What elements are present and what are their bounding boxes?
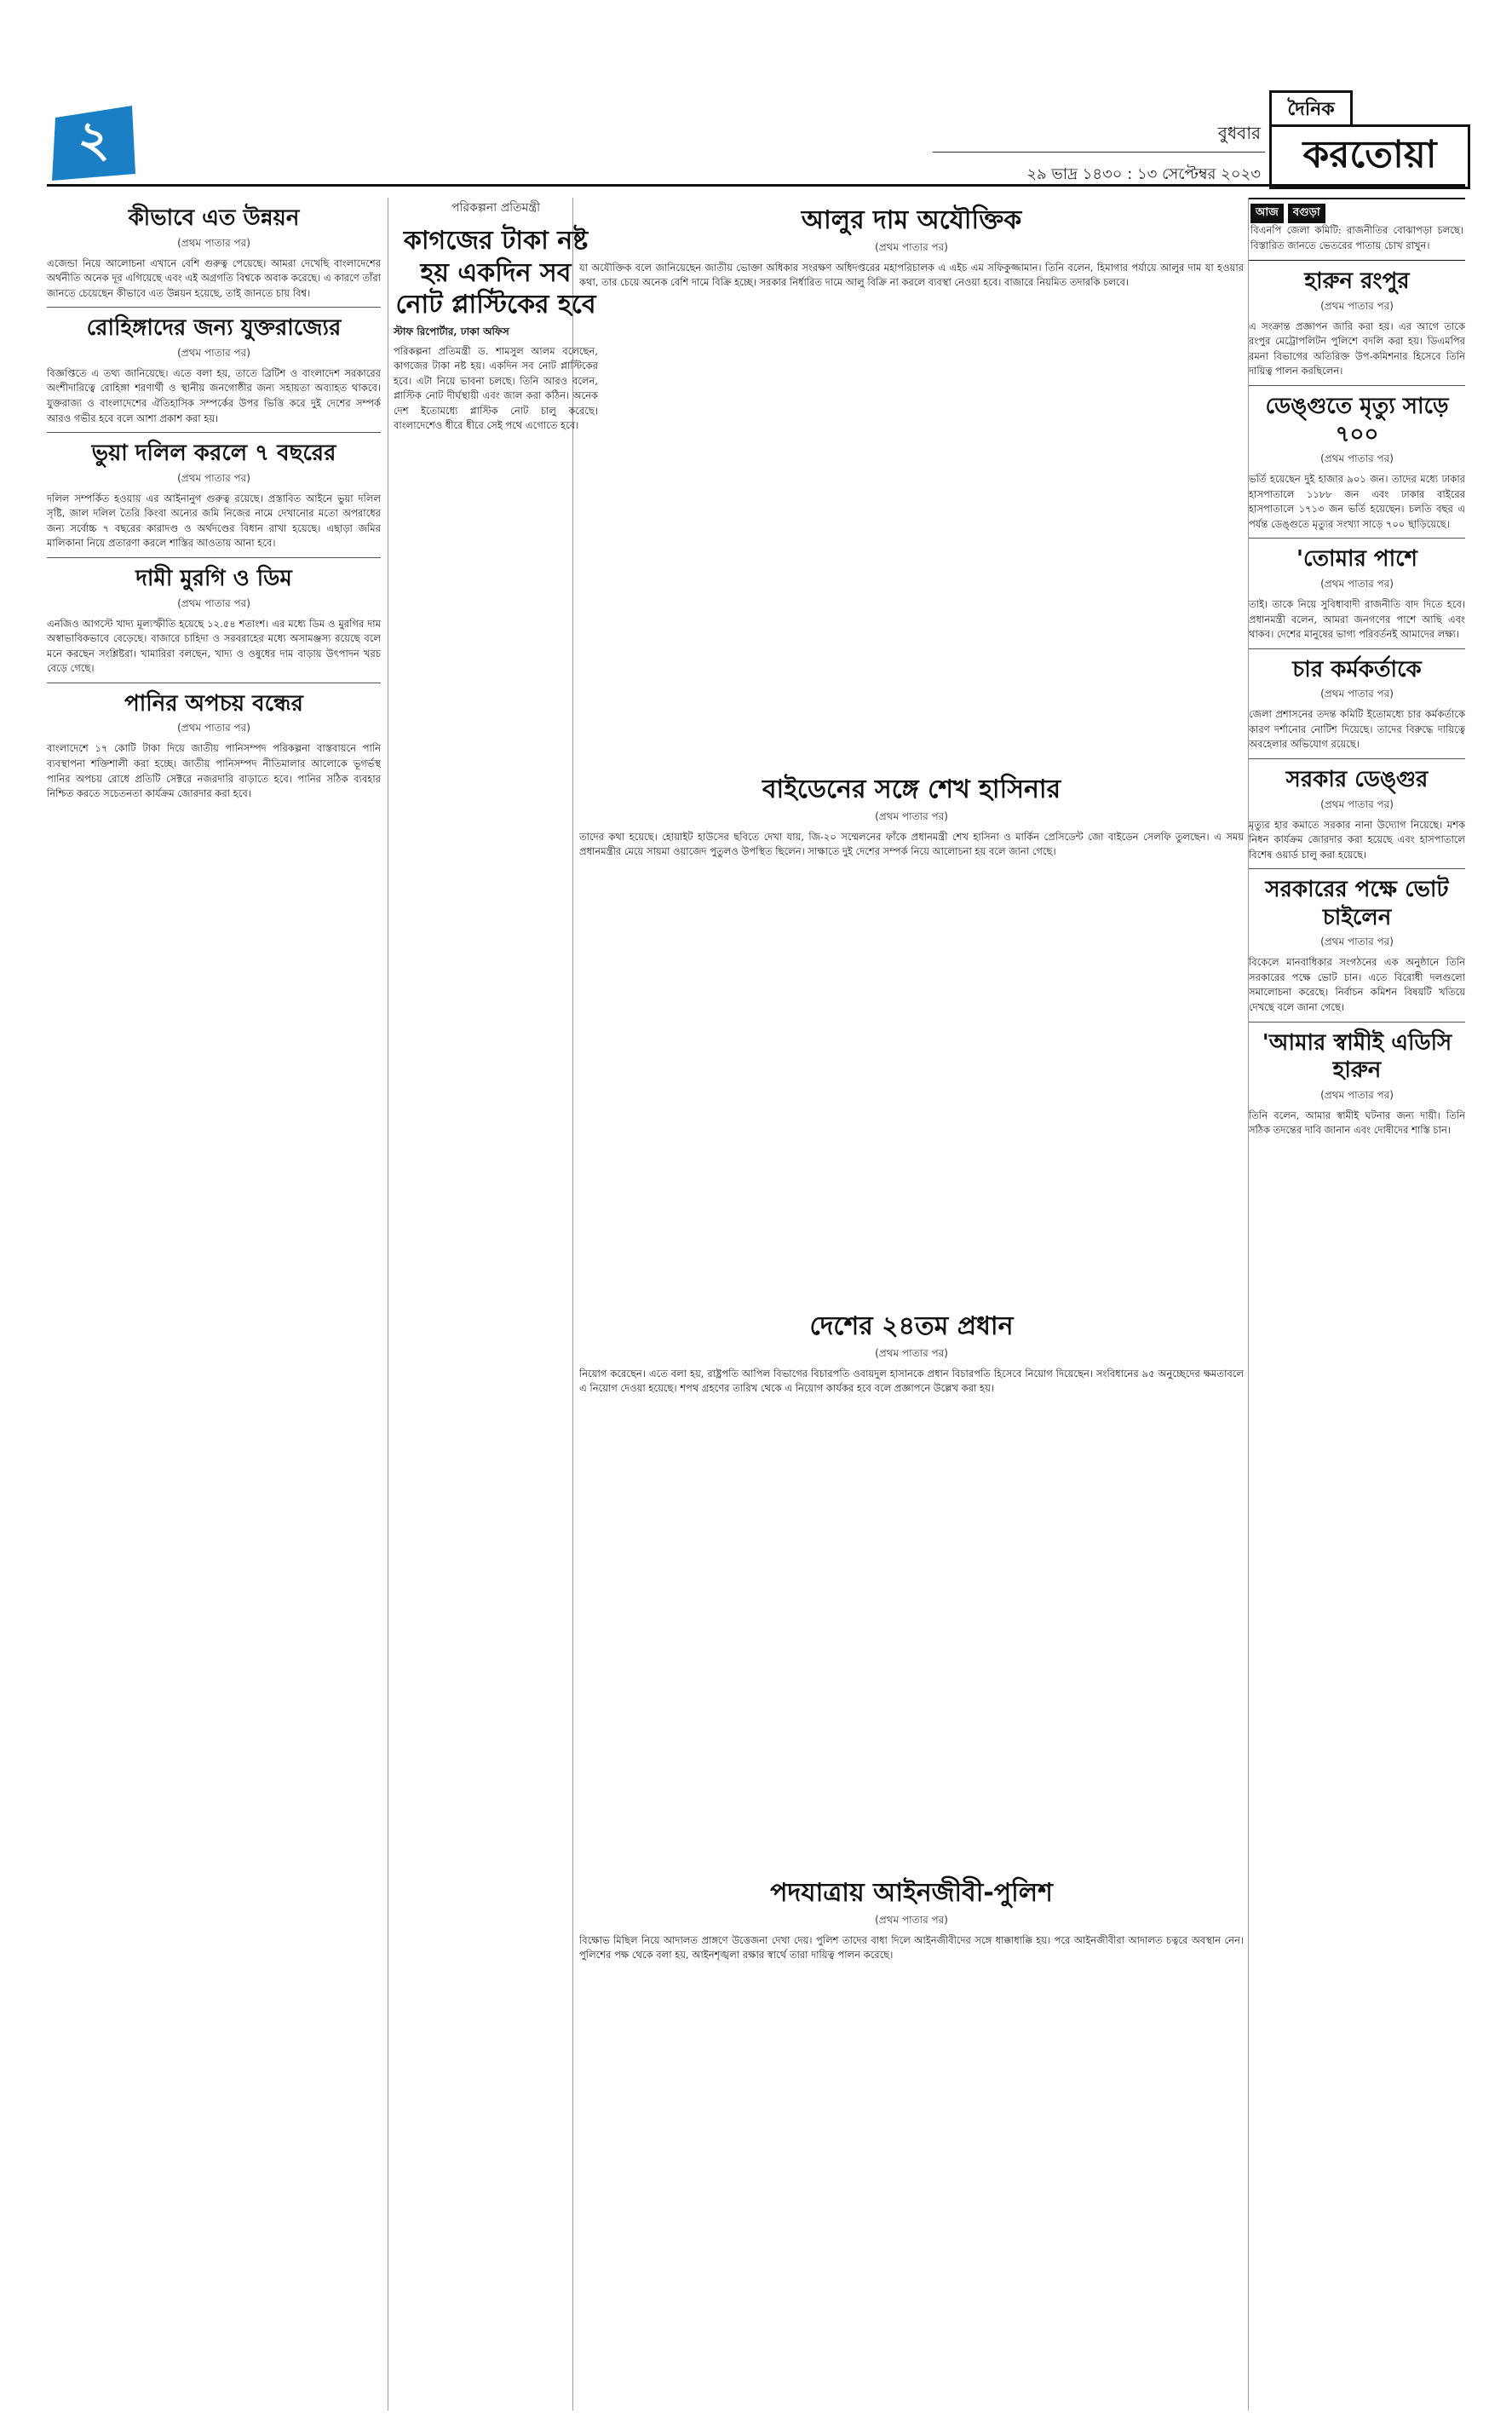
page-number: ২ — [78, 109, 110, 168]
article-biden — [579, 767, 1244, 863]
article-text: দলিল সম্পর্কিত হওয়ায় এর আইনানুগ গুরুত্ব রয়েছে। প্রস্তাবিত আইনে ভুয়া দলিল সৃষ্টি, জাল দলিল তৈরি কিংবা অন্যের জমি নিজের নামে দেখানোর মতো অপরাধের জন্য সর্বোচ্চ ৭ বছরের কারাদণ্ড ও অর্থদণ্ডের বিধান রাখা হয়েছে। এছাড়া জমির মালিকানা নিয়ে প্রতারণা করলে শাস্তির আওতায় আনা হবে। — [47, 492, 381, 550]
continued-note: (প্রথম পাতার পর) — [177, 346, 250, 359]
article-poultry — [47, 565, 381, 677]
byline: স্টাফ রিপোর্টার, ঢাকা অফিস — [394, 325, 509, 337]
continued-note: (প্রথম পাতার পর) — [875, 1913, 948, 1926]
headline: রোহিঙ্গাদের জন্য যুক্তরাজ্যের — [86, 315, 342, 342]
continued-note: (প্রথম পাতার পর) — [1320, 936, 1394, 948]
headline: বাইডেনের সঙ্গে শেখ হাসিনার — [762, 775, 1061, 804]
continued-note: (প্রথম পাতার পর) — [177, 722, 250, 734]
article-text: এ সংক্রান্ত প্রজ্ঞাপন জারি করা হয়। এর আগে তাকে রংপুর মেট্রোপলিটন পুলিশে বদলি করা হয়। ডিএমপির রমনা বিভাগের অতিরিক্ত উপ-কমিশনার হিসেবে তিনি দায়িত্ব পালন করছিলেন। — [1249, 320, 1465, 377]
article-land-deed — [47, 440, 381, 551]
headline: ভুয়া দলিল করলে ৭ বছরের — [91, 441, 336, 467]
continued-note: (প্রথম পাতার পর) — [1320, 452, 1394, 465]
article-text: বিকেলে মানবাধিকার সংগঠনের এক অনুষ্ঠানে তিনি সরকারের পক্ষে ভোট চান। এতে বিরোধী দলগুলো সমালোচনা করেছে। নির্বাচন কমিশন বিষয়টি খতিয়ে দেখছে বলে জানা গেছে। — [1249, 956, 1465, 1014]
newspaper-logo — [1269, 90, 1465, 184]
bogura-tag: বগুড়া — [1288, 204, 1325, 223]
article-dengue-death — [1249, 393, 1465, 532]
headline: দামী মুরগি ও ডিম — [135, 566, 292, 592]
article-text: বিজ্ঞপ্তিতে এ তথ্য জানিয়েছে। এতে বলা হয়, তাতে ব্রিটিশ ও বাংলাদেশ সরকারের অংশীদারিত্বে রোহিঙ্গা শরণার্থী ও স্থানীয় জনগোষ্ঠীর জন্য সহায়তা অব্যাহত থাকবে। যুক্তরাজ্য ও বাংলাদেশের ঐতিহাসিক সম্পর্কের উপর ভিত্তি করে দুই দেশের সম্পর্ক আরও গভীর হবে বলে আশা প্রকাশ করা হয়। — [47, 366, 381, 424]
headline: সরকার ডেঙ্গুর — [1285, 767, 1429, 792]
continued-note: (প্রথম পাতার পর) — [177, 471, 250, 484]
continued-note: (প্রথম পাতার পর) — [875, 1346, 948, 1359]
article-your-side — [1249, 545, 1465, 642]
headline: সরকারের পক্ষে ভোট চাইলেন — [1265, 877, 1449, 930]
headline: পানির অপচয় বন্ধের — [124, 690, 303, 717]
article-text: বাংলাদেশে ১৭ কোটি টাকা দিয়ে জাতীয় পানিসম্পদ পরিকল্পনা বাস্তবায়নে পানি ব্যবস্থাপনা শক্তিশালী করা হচ্ছে। জাতীয় পানিসম্পদ নীতিমালার আলোকে ভূগর্ভস্থ পানির অপচয় রোধে প্রতিটি সেক্টরে নজরদারি বাড়াতে হবে। পানির সঠিক ব্যবহার নিশ্চিত করতে সচেতনতা কার্যক্রম জোরদার করা হবে। — [47, 742, 381, 800]
article-lawyers — [579, 1870, 1244, 1967]
article-text: তাই। তাকে নিয়ে সুবিধাবাদী রাজনীতি বাদ দিতে হবে। প্রধানমন্ত্রী বলেন, আমরা জনগণের পাশে আছি এবং থাকব। দেশের মানুষের ভাগ্য পরিবর্তনই আমাদের লক্ষ্য। — [1249, 597, 1465, 641]
continued-note: (প্রথম পাতার পর) — [1320, 798, 1394, 810]
article-text: পরিকল্পনা প্রতিমন্ত্রী ড. শামসুল আলম বলেছেন, কাগজের টাকা নষ্ট হয়। একদিন সব নোট প্লাস্টিকের হবে। এটা নিয়ে ভাবনা চলছে। তিনি আরও বলেন, প্লাস্টিক নোট দীর্ঘস্থায়ী এবং জাল করা কঠিন। অনেক দেশ ইতোমধ্যে প্লাস্টিক নোট চালু করেছে। বাংলাদেশেও ধীরে ধীরে সেই পথে এগোতে হবে। — [394, 344, 598, 432]
headline: কীভাবে এত উন্নয়ন — [128, 205, 300, 231]
headline: 'আমার স্বামীই এডিসি হারুন — [1262, 1029, 1452, 1084]
column-1 — [47, 198, 381, 2411]
separator — [1249, 758, 1465, 759]
article-govt-dengue — [1249, 766, 1465, 862]
article-text: তাদের কথা হয়েছে। হোয়াইট হাউসের ছবিতে দেখা যায়, জি-২০ সম্মেলনের ফাঁকে প্রধানমন্ত্রী শেখ হাসিনা ও মার্কিন প্রেসিডেন্ট জো বাইডেন সেলফি তুলছেন। এ সময় প্রধানমন্ত্রীর মেয়ে সায়মা ওয়াজেদ পুতুলও উপস্থিত ছিলেন। সাক্ষাতে দুই দেশের সম্পর্ক নিয়ে আলোচনা হয় বলে জানা গেছে। — [579, 830, 1244, 858]
article-prime-minister — [579, 1304, 1244, 1400]
bogura-box — [1249, 198, 1465, 261]
headline: দেশের ২৪তম প্রধান — [809, 1311, 1014, 1341]
article-husband — [1249, 1029, 1465, 1138]
separator — [1249, 868, 1465, 869]
continued-note: (প্রথম পাতার পর) — [177, 236, 250, 249]
masthead-divider — [47, 184, 1465, 187]
article-potato — [579, 198, 1244, 294]
article-text: মৃত্যুর হার কমাতে সরকার নানা উদ্যোগ নিয়েছে। মশক নিধন কার্যক্রম জোরদার করা হয়েছে এবং হাসপাতালে বিশেষ ওয়ার্ড চালু করা হয়েছে। — [1249, 818, 1465, 861]
article-water — [47, 690, 381, 802]
continued-note: (প্রথম পাতার পর) — [875, 809, 948, 822]
column-5 — [1249, 198, 1465, 2411]
continued-note: (প্রথম পাতার পর) — [1320, 299, 1394, 312]
continued-note: (প্রথম পাতার পর) — [1320, 577, 1394, 590]
masthead-rule — [933, 152, 1265, 153]
weekday: বুধবার — [1217, 123, 1261, 143]
kicker: পরিকল্পনা প্রতিমন্ত্রী — [451, 201, 541, 215]
article-text: জেলা প্রশাসনের তদন্ত কমিটি ইতোমধ্যে চার কর্মকর্তাকে কারণ দর্শানোর নোটিশ দিয়েছে। তাদের বিরুদ্ধে দায়িত্বে অবহেলার অভিযোগ রয়েছে। — [1249, 708, 1465, 751]
article-text: নিয়োগ করেছেন। এতে বলা হয়, রাষ্ট্রপতি আপিল বিভাগের বিচারপতি ওবায়দুল হাসানকে প্রধান বিচারপতি হিসেবে নিয়োগ দিয়েছেন। সংবিধানের ৯৫ অনুচ্ছেদের ক্ষমতাবলে এ নিয়োগ দেওয়া হয়েছে। শপথ গ্রহণের তারিখ থেকে এ নিয়োগ কার্যকর হবে বলে প্রজ্ঞাপনে উল্লেখ করা হয়। — [579, 1367, 1244, 1395]
headline: আলুর দাম অযৌক্তিক — [801, 205, 1022, 235]
article-development — [47, 205, 381, 301]
continued-note: (প্রথম পাতার পর) — [177, 596, 250, 609]
separator — [1249, 648, 1465, 649]
article-text: এনজিও আগস্টে খাদ্য মূল্যস্ফীতি হয়েছে ১২.৫৪ শতাংশ। এর মধ্যে ডিম ও মুরগির দাম অস্বাভাবিকভাবে বেড়েছে। বাজারে চাহিদা ও সরবরাহের মধ্যে অসামঞ্জস্য রয়েছে বলে মনে করছেন সংশ্লিষ্টরা। খামারিরা বলছেন, খাদ্য ও ওষুধের দাম বাড়ায় উৎপাদন খরচ বেড়ে গেছে। — [47, 617, 381, 675]
date-line: ২৯ ভাদ্র ১৪৩০ : ১৩ সেপ্টেম্বর ২০২৩ — [1026, 165, 1261, 183]
headline: 'তোমার পাশে — [1296, 546, 1417, 573]
article-text: এজেন্ডা নিয়ে আলোচনা এখানে বেশি গুরুত্ব পেয়েছে। আমরা দেখেছি বাংলাদেশের অর্থনীতি অনেক দূর এগিয়েছে এবং এই অগ্রগতি বিশ্বকে অবাক করেছে। এ কারণে তাঁরা জানতে চেয়েছেন কীভাবে এত উন্নয়ন হয়েছে, তাই জানতে চায় বিশ্ব। — [47, 256, 381, 299]
article-text: বিক্ষোভ মিছিল নিয়ে আদালত প্রাঙ্গণে উত্তেজনা দেখা দেয়। পুলিশ তাদের বাধা দিলে আইনজীবীদের সঙ্গে ধাক্কাধাক্কি হয়। পরে আইনজীবীরা আদালত চত্বরে অবস্থান নেন। পুলিশের পক্ষ থেকে বলা হয়, আইনশৃঙ্খলা রক্ষার স্বার্থে তারা দায়িত্ব পালন করেছে। — [579, 1933, 1244, 1962]
separator — [1249, 385, 1465, 386]
headline: ডেঙ্গুতে মৃত্যু সাড়ে ৭০০ — [1265, 394, 1449, 447]
separator — [1249, 538, 1465, 539]
article-rohingya — [47, 314, 381, 426]
article-text: ভর্তি হয়েছেন দুই হাজার ৯০১ জন। তাদের মধ্যে ঢাকার হাসপাতালে ১১৮৮ জন এবং ঢাকার বাইরের হাসপাতালে ১৭১৩ জন ভর্তি হয়েছেন। চলতি বছর এ পর্যন্ত ডেঙ্গুতে মৃত্যুর সংখ্যা সাড়ে ৭০০ ছাড়িয়েছে। — [1249, 473, 1465, 530]
separator — [47, 307, 381, 308]
separator — [47, 557, 381, 558]
article-text: যা অযৌক্তিক বলে জানিয়েছেন জাতীয় ভোক্তা অধিকার সংরক্ষণ অধিদপ্তরের মহাপরিচালক এ এইচ এম সফিকুজ্জামান। তিনি বলেন, হিমাগার পর্যায়ে আলুর দাম যা হওয়ার কথা, তার চেয়ে অনেক বেশি দামে বিক্রি হচ্ছে। সরকার নির্ধারিত দামে আলু বিক্রি না করলে ব্যবস্থা নেওয়া হবে। বাজারে নিয়মিত তদারকি চলবে। — [579, 261, 1244, 289]
logo-small-text: দৈনিক — [1269, 90, 1353, 130]
continued-note: (প্রথম পাতার পর) — [1320, 688, 1394, 700]
headline: পদযাত্রায় আইনজীবী-পুলিশ — [770, 1878, 1053, 1908]
headline: হারুন রংপুর — [1304, 268, 1410, 295]
headline: কাগজের টাকা নষ্ট হয় একদিন সব নোট প্লাস্টিকের হবে — [395, 226, 596, 320]
article-vote — [1249, 876, 1465, 1015]
article-currency — [394, 198, 598, 434]
column-2 — [394, 198, 598, 2411]
article-text: বিএনপি জেলা কমিটি: রাজনীতির বোঝাপড়া চলছে। বিস্তারিত জানতে ভেতরের পাতায় চোখ রাখুন। — [1250, 224, 1463, 251]
article-harun — [1249, 268, 1465, 379]
separator — [47, 432, 381, 433]
article-four-workers — [1249, 656, 1465, 752]
separator — [1249, 1022, 1465, 1023]
continued-note: (প্রথম পাতার পর) — [1320, 1088, 1394, 1101]
today-tag: আজ — [1250, 204, 1284, 223]
headline: চার কর্মকর্তাকে — [1292, 656, 1422, 683]
logo-main-text: করতোয়া — [1269, 124, 1470, 189]
article-text: তিনি বলেন, আমার স্বামীই ঘটনার জন্য দায়ী। তিনি সঠিক তদন্তের দাবি জানান এবং দোষীদের শাস্তি চান। — [1249, 1109, 1465, 1137]
continued-note: (প্রথম পাতার পর) — [875, 240, 948, 253]
page-number-badge — [47, 101, 141, 184]
masthead — [0, 0, 1512, 183]
